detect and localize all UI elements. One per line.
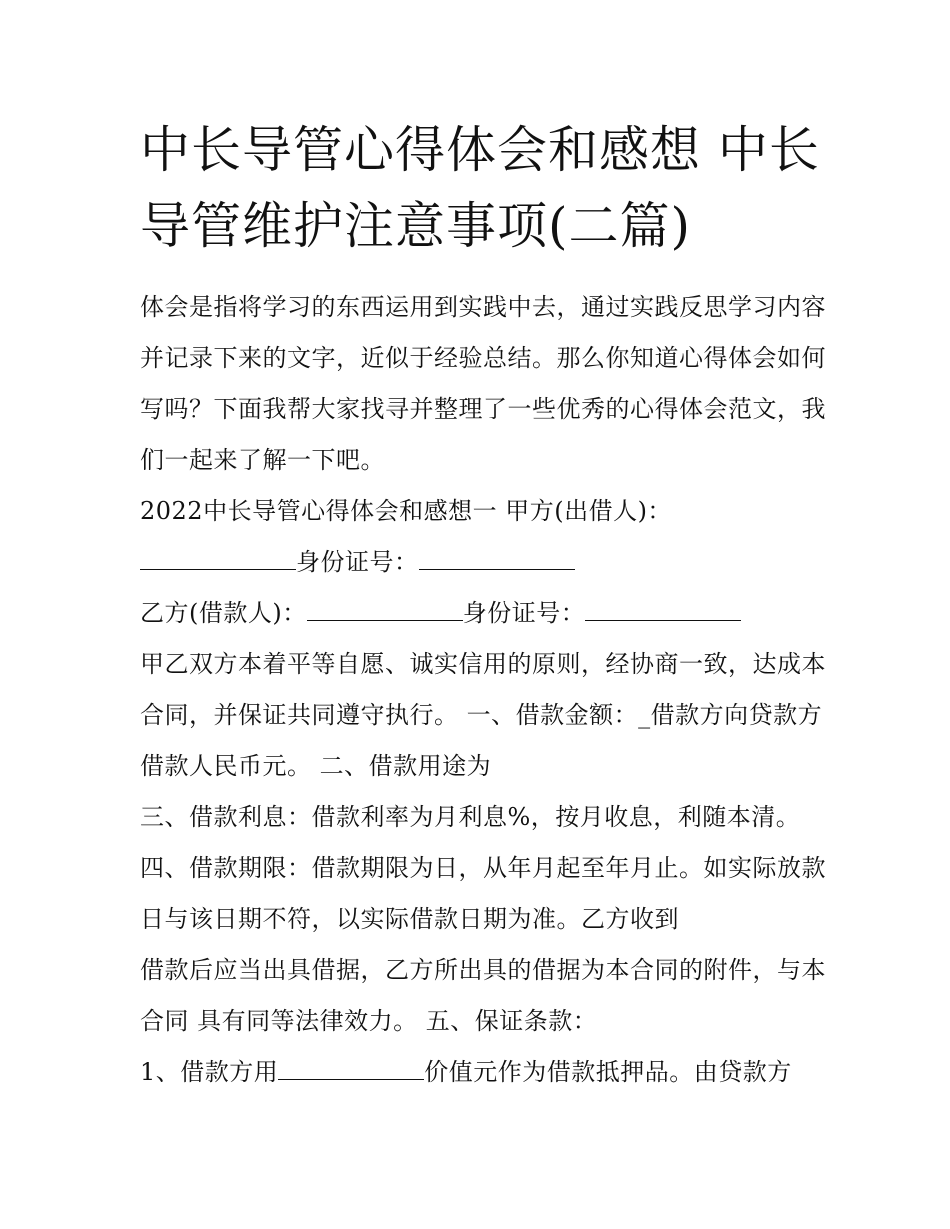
clause-1-prefix: 1、借款方用 — [140, 1058, 279, 1086]
document-title: 中长导管心得体会和感想 中长导管维护注意事项(二篇) — [140, 121, 820, 255]
party-b-label: 乙方(借款人)： — [140, 599, 307, 627]
blank-line — [278, 1057, 424, 1080]
party-b-id-label: 身份证号： — [462, 599, 586, 627]
clause-1-suffix: 价值元作为借款抵押品。由贷款方 — [424, 1058, 792, 1086]
blank-line — [307, 598, 463, 621]
document-page — [140, 112, 830, 1098]
blank-line — [419, 547, 575, 570]
party-a-line — [140, 537, 830, 588]
receipt-paragraph: 借款后应当出具借据，乙方所出具的借据为本合同的附件，与本合同 具有同等法律效力。 五、保证条款： — [140, 956, 826, 1035]
interest-paragraph: 三、借款利息：借款利率为月利息%，按月收息，利随本清。 — [140, 803, 801, 831]
blank-line — [140, 547, 296, 570]
blank-line — [585, 598, 741, 621]
party-a-id-label: 身份证号： — [296, 548, 419, 576]
clause-1-line — [140, 1047, 830, 1098]
party-b-line — [140, 588, 830, 639]
heading-line: 2022中长导管心得体会和感想一 甲方(出借人)： — [140, 497, 672, 525]
intro-paragraph: 体会是指将学习的东西运用到实践中去，通过实践反思学习内容并记录下来的文字，近似于经验总结。那么你知道心得体会如何写吗？下面我帮大家找寻并整理了一些优秀的心得体会范文，我们一起来了解一下吧。 — [140, 293, 826, 474]
principle-paragraph: 甲乙双方本着平等自愿、诚实信用的原则，经协商一致，达成本合同，并保证共同遵守执行。 一、借款金额：_借款方向贷款方借款人民币元。 二、借款用途为 — [140, 650, 826, 780]
term-paragraph: 四、借款期限：借款期限为日，从年月起至年月止。如实际放款日与该日期不符，以实际借款日期为准。乙方收到 — [140, 854, 826, 933]
